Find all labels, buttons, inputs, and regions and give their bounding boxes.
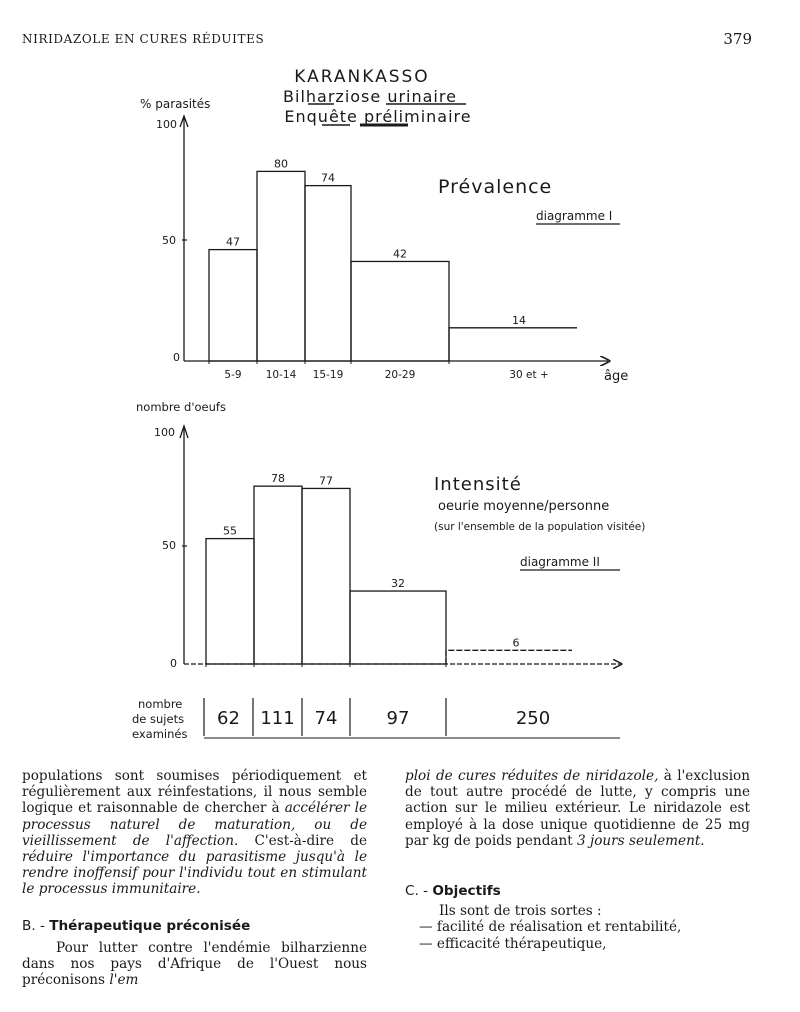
text-run: à l'exclusion de tout autre procédé de lutte, y compris une action sur le milieu extérieur. Le niridazole est employé à la dose unique quotidienne de 25 mg par kg de poids pendant [405,768,750,849]
chart1-bar-3 [351,261,449,361]
chart1-bar-label-3: 42 [393,247,407,261]
text-run: C'est-à-dire de [238,832,367,849]
chart1-category-label-1: 10-14 [265,369,297,381]
section-c-heading [405,883,750,899]
chart2-bar-label-4: 6 [512,636,520,650]
chart2-ytick-50: 50 [162,539,176,552]
column-left [22,768,367,988]
text-run: populations sont soumises périodiquement et régulièrement aux réinfestations, il nous semble logique et raisonnable de chercher à [22,768,367,817]
title-line-2: Bilharziose urinaire [283,87,457,106]
chart2-bar-3 [350,591,446,664]
chart2-bar-4 [446,650,572,664]
chart1-bar-label-0: 47 [226,235,240,249]
chart1-ytick-100: 100 [156,118,177,131]
chart1-bar-1 [257,171,305,361]
figure-title [283,67,472,126]
chart1-category-label-2: 15-19 [312,369,344,381]
paragraph-right [405,768,750,849]
chart1-ytick-50: 50 [162,234,176,247]
text-run: réduire l'importance du parasitisme jusqu'à le rendre inoffensif pour l'individu tout en stimulant le processus immunitaire. [22,849,367,898]
chart2-sub2: (sur l'ensemble de la population visitée) [434,521,646,533]
section-b-heading [22,918,367,934]
chart2-sub1: oeurie moyenne/personne [438,499,610,514]
chart2-ylabel: nombre d'oeufs [136,400,226,414]
chart2-bar-0 [206,539,254,664]
chart1-bar-4 [449,328,577,361]
chart2-bar-label-2: 77 [319,474,333,488]
text-run: accélérer le processus naturel de maturation, ou de vieillissement de l'affection. [22,800,367,849]
section-b-letter: B. - [22,917,45,934]
section-c-intro: Ils sont de trois sortes : [439,903,602,920]
paragraph-b [22,940,367,989]
subjects-count-0: 62 [217,708,240,729]
subjects-label-2: de sujets [132,712,185,726]
chart1-diagram: diagramme I [536,209,613,223]
subjects-count-1: 111 [260,708,295,729]
body-text [22,768,778,1008]
subjects-table [132,697,620,741]
section-b-title: Thérapeutique préconisée [49,917,251,934]
chart1-xlabel: âge [604,369,629,384]
chart-prevalence [140,97,628,384]
running-title: NIRIDAZOLE EN CURES RÉDUITES [22,32,265,46]
paragraph-left [22,768,367,898]
text-run: 3 jours seulement. [577,832,705,849]
column-right [405,768,750,952]
chart2-ytick-0: 0 [170,657,177,670]
page-number: 379 [723,30,752,48]
subjects-count-2: 74 [314,708,338,729]
chart1-bar-2 [305,186,351,361]
text-run: l'em [109,972,139,989]
chart2-diagram: diagramme II [520,555,600,569]
chart1-bar-label-2: 74 [321,171,335,185]
section-c-item-1: — facilité de réalisation et rentabilité, [419,919,682,936]
chart2-bar-1 [254,486,302,664]
subjects-count-4: 250 [515,708,551,729]
text-run: ploi de cures réduites de niridazole, [405,768,659,784]
chart2-bar-label-1: 78 [271,472,285,486]
section-c-letter: C. - [405,883,429,900]
chart2-bar-label-0: 55 [223,524,237,538]
chart1-ylabel: % parasités [140,97,211,111]
chart2-name: Intensité [434,474,522,495]
chart1-ytick-0: 0 [173,351,180,364]
chart1-bar-label-1: 80 [274,157,288,171]
chart1-category-label-3: 20-29 [384,369,416,381]
chart2-ytick-100: 100 [154,426,175,439]
section-c-item-2: — efficacité thérapeutique, [419,935,607,952]
chart-intensite [136,400,645,670]
title-line-1: KARANKASSO [294,67,430,87]
chart1-bar-label-4: 14 [512,313,526,327]
chart1-name: Prévalence [438,176,553,198]
chart1-category-label-0: 5-9 [224,369,242,381]
chart1-category-label-4: 30 et + [509,369,549,381]
chart2-bar-label-3: 32 [391,577,405,591]
title-line-3: Enquête préliminaire [284,107,472,126]
subjects-label-1: nombre [138,697,183,711]
subjects-label-3: examinés [132,727,188,741]
chart1-bar-0 [209,250,257,361]
text-run: Pour lutter contre l'endémie bilharzienne dans nos pays d'Afrique de l'Ouest nous préconisons [22,939,367,989]
subjects-count-3: 97 [386,708,410,729]
section-c-title: Objectifs [432,883,501,900]
chart2-bar-2 [302,488,350,664]
